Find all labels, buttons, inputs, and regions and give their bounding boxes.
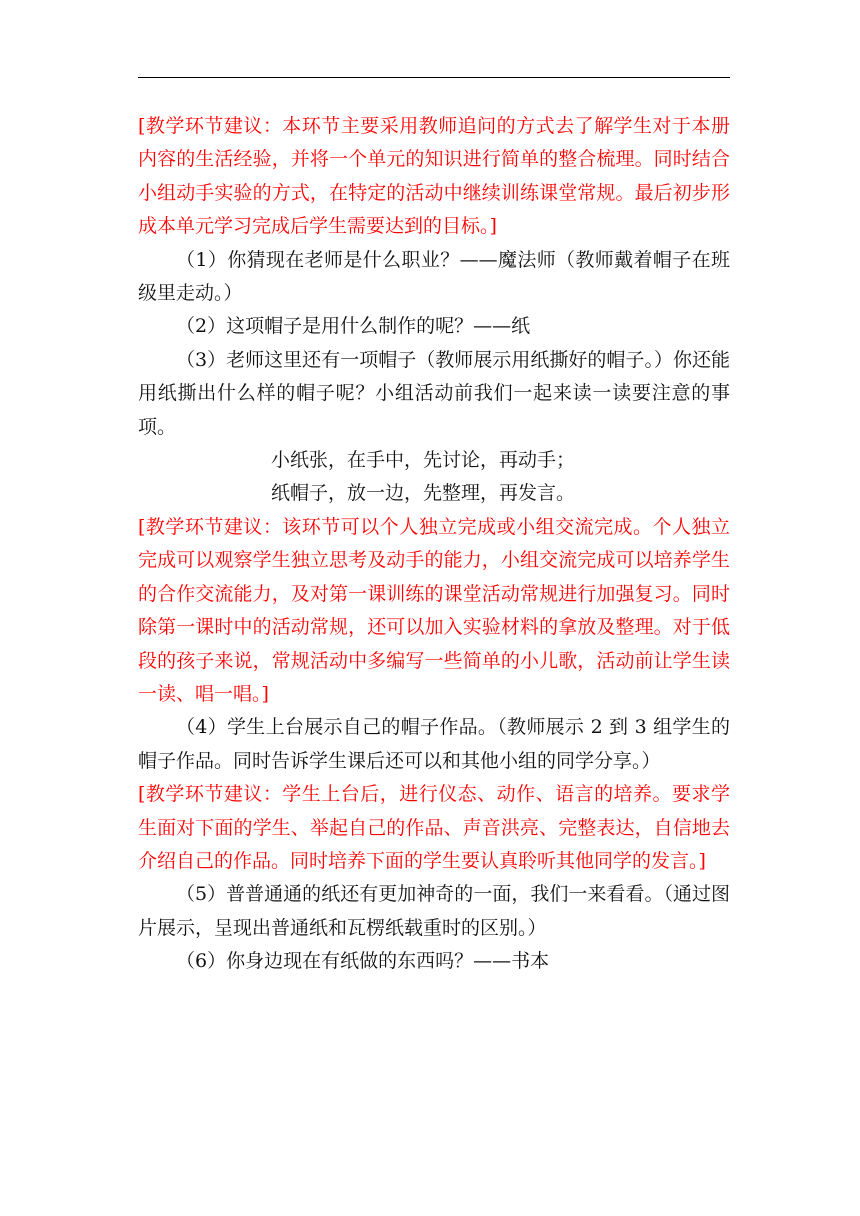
teaching-suggestion-1: [教学环节建议：本环节主要采用教师追问的方式去了解学生对于本册内容的生活经验，并将一个单元的知识进行简单的整合梳理。同时结合小组动手实验的方式，在特定的活动中继续训练课堂常规。最后初步形成本单元学习完成后学生需要达到的目标。] [138, 115, 730, 238]
rhyme-line-1: 小纸张，在手中，先讨论，再动手； [271, 449, 576, 472]
question-1: （1）你猜现在老师是什么职业？——魔法师（教师戴着帽子在班级里走动。） [138, 248, 730, 305]
question-5: （5）普普通通的纸还有更加神奇的一面，我们一来看看。（通过图片展示，呈现出普通纸和瓦楞纸载重时的区别。） [138, 883, 730, 939]
question-3: （3）老师这里还有一项帽子（教师展示用纸撕好的帽子。）你还能用纸撕出什么样的帽子呢？小组活动前我们一起来读一读要注意的事项。 [138, 348, 730, 438]
teaching-suggestion-3: [教学环节建议：学生上台后，进行仪态、动作、语言的培养。要求学生面对下面的学生、举起自己的作品、声音洪亮、完整表达，自信地去介绍自己的作品。同时培养下面的学生要认真聆听其他同学的发言。] [138, 783, 730, 872]
question-4: （4）学生上台展示自己的帽子作品。（教师展示 2 到 3 组学生的帽子作品。同时告诉学生课后还可以和其他小组的同学分享。） [138, 716, 730, 772]
teaching-suggestion-2: [教学环节建议：该环节可以个人独立完成或小组交流完成。个人独立完成可以观察学生独立思考及动手的能力，小组交流完成可以培养学生的合作交流能力，及对第一课训练的课堂活动常规进行加强复习。同时除第一课时中的活动常规，还可以加入实验材料的拿放及整理。对于低段的孩子来说，常规活动中多编写一些简单的小儿歌，活动前让学生读一读、唱一唱。] [138, 515, 730, 705]
question-2: （2）这项帽子是用什么制作的呢？——纸 [176, 315, 531, 338]
header-rule [138, 77, 730, 78]
rhyme-line-2: 纸帽子，放一边，先整理，再发言。 [271, 482, 576, 505]
question-6: （6）你身边现在有纸做的东西吗？——书本 [176, 950, 550, 973]
document-body [138, 110, 730, 979]
